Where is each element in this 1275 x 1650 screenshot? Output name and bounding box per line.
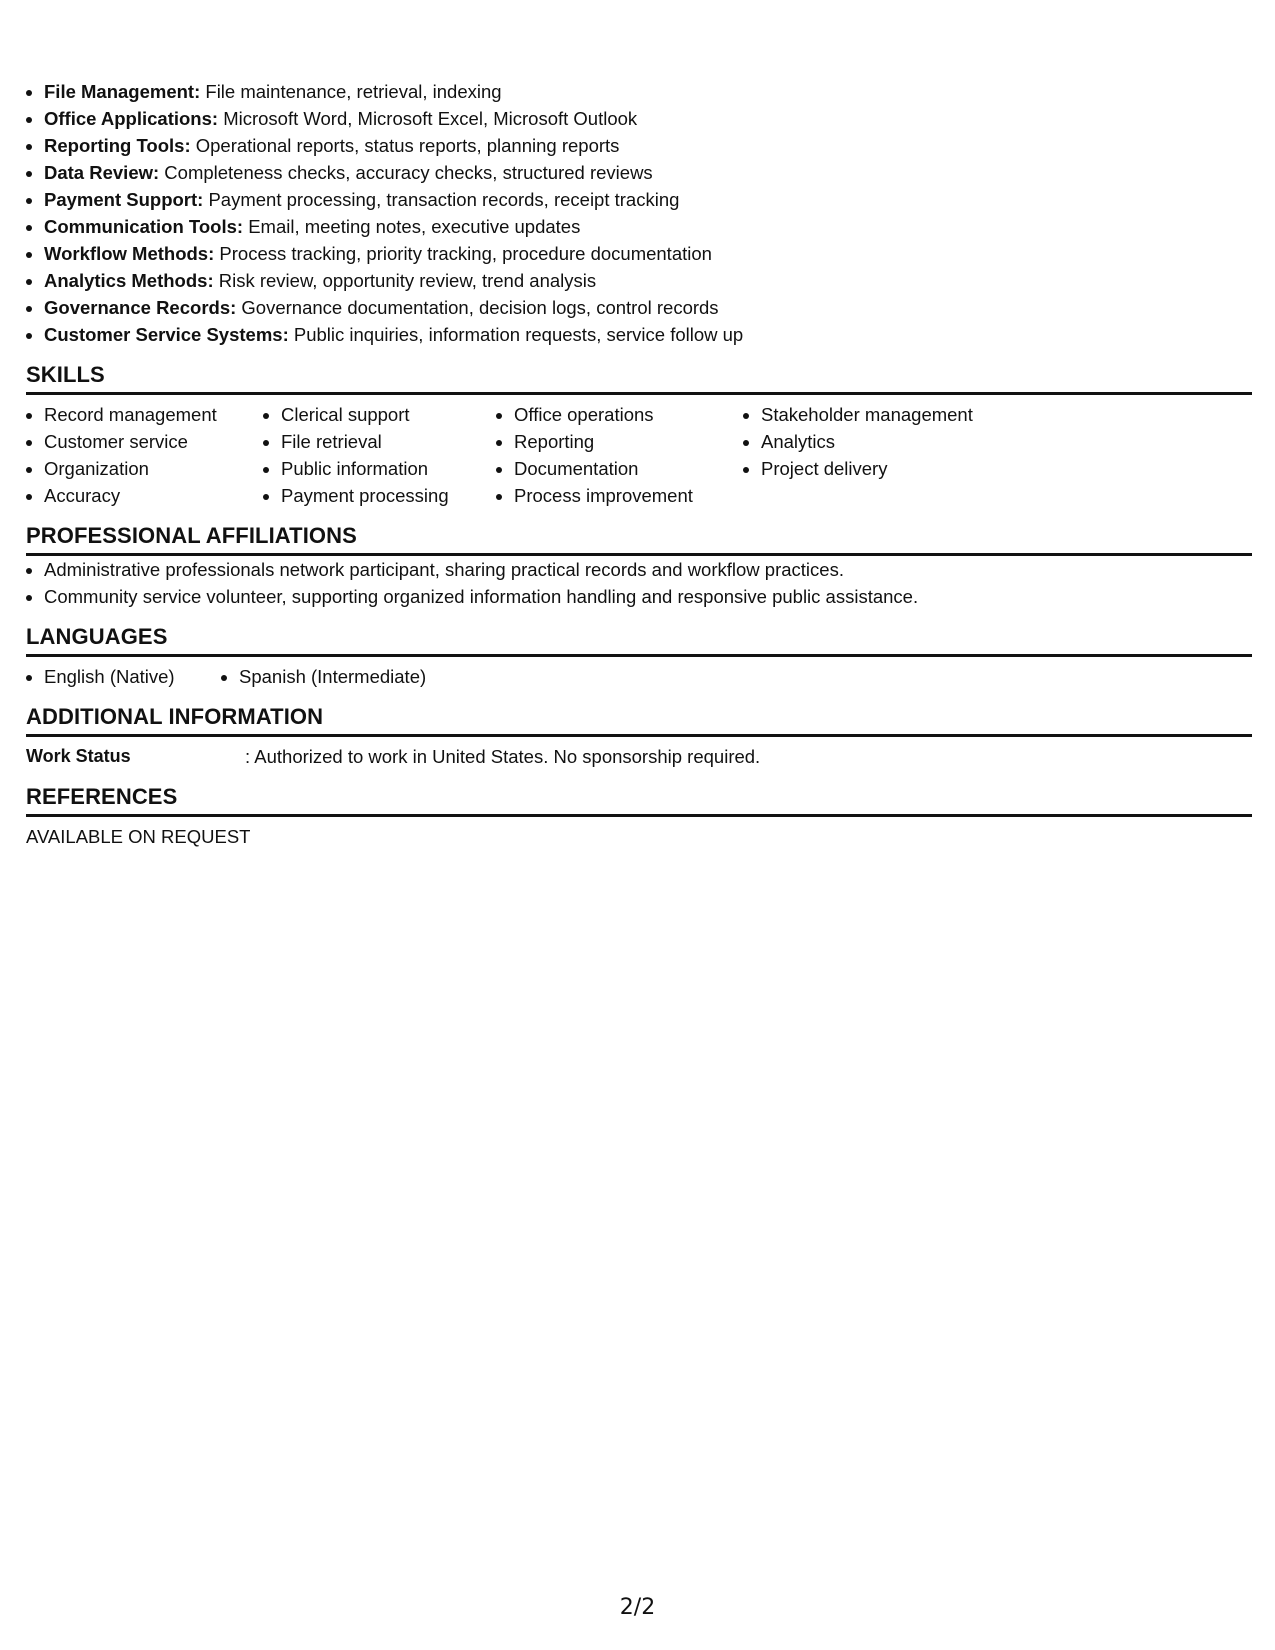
item-label: Analytics Methods: <box>44 270 214 291</box>
item-label: Office Applications: <box>44 108 219 129</box>
skill-item: • Documentation <box>514 455 743 482</box>
languages-row <box>26 663 1252 690</box>
item-text: Public inquiries, information requests, service follow up <box>293 324 744 345</box>
resume-page-2 <box>26 78 1252 850</box>
skill-item: • Office operations <box>514 401 743 428</box>
skills-column <box>263 401 496 509</box>
page-number: 2/2 <box>619 1595 656 1620</box>
list-item <box>44 159 1252 186</box>
skill-item: • Accuracy <box>44 482 263 509</box>
language-column <box>26 663 221 690</box>
work-status-value: : Authorized to work in United States. No sponsorship required. <box>245 746 761 767</box>
list-item <box>44 267 1252 294</box>
item-label: Governance Records: <box>44 297 237 318</box>
list-item <box>44 186 1252 213</box>
item-label: File Management: <box>44 81 201 102</box>
item-label: Communication Tools: <box>44 216 244 237</box>
skills-column <box>496 401 743 509</box>
skills-grid <box>26 401 1252 509</box>
item-text: Risk review, opportunity review, trend analysis <box>218 270 597 291</box>
additional-info-section <box>26 704 1252 770</box>
references-section <box>26 784 1252 850</box>
list-item <box>44 213 1252 240</box>
item-text: Microsoft Word, Microsoft Excel, Microsoft Outlook <box>223 108 638 129</box>
skill-item: • Public information <box>281 455 496 482</box>
section-title: PROFESSIONAL AFFILIATIONS <box>26 523 1252 556</box>
affiliation-item: • Community service volunteer, supporting organized information handling and responsive public assistance. <box>44 583 1252 610</box>
list-item <box>44 132 1252 159</box>
skill-item: • Reporting <box>514 428 743 455</box>
item-label: Payment Support: <box>44 189 204 210</box>
list-item <box>44 78 1252 105</box>
list-item <box>44 321 1252 348</box>
item-text: Process tracking, priority tracking, procedure documentation <box>219 243 712 264</box>
skill-item: • Organization <box>44 455 263 482</box>
item-text: Completeness checks, accuracy checks, structured reviews <box>164 162 653 183</box>
languages-section <box>26 624 1252 690</box>
skill-item: • Project delivery <box>761 455 1021 482</box>
language-item: • English (Native) <box>44 663 221 690</box>
skill-item: • Stakeholder management <box>761 401 1021 428</box>
language-column <box>221 663 426 690</box>
skill-item: • File retrieval <box>281 428 496 455</box>
skill-item: • Clerical support <box>281 401 496 428</box>
item-label: Data Review: <box>44 162 160 183</box>
language-item: • Spanish (Intermediate) <box>239 663 426 690</box>
item-label: Customer Service Systems: <box>44 324 289 345</box>
skill-item: • Record management <box>44 401 263 428</box>
list-item <box>44 294 1252 321</box>
item-text: Operational reports, status reports, planning reports <box>195 135 620 156</box>
work-status-row <box>26 743 1252 770</box>
skill-item: • Analytics <box>761 428 1021 455</box>
item-text: Email, meeting notes, executive updates <box>248 216 581 237</box>
skill-item: • Customer service <box>44 428 263 455</box>
section-title: LANGUAGES <box>26 624 1252 657</box>
item-label: Workflow Methods: <box>44 243 215 264</box>
list-item <box>44 105 1252 132</box>
skills-column <box>26 401 263 509</box>
skill-item: • Process improvement <box>514 482 743 509</box>
references-text: AVAILABLE ON REQUEST <box>26 826 251 847</box>
list-item <box>44 240 1252 267</box>
item-text: Governance documentation, decision logs, control records <box>241 297 719 318</box>
affiliations-section <box>26 523 1252 610</box>
skills-section <box>26 362 1252 509</box>
item-label: Reporting Tools: <box>44 135 191 156</box>
section-title: REFERENCES <box>26 784 1252 817</box>
work-status-label: Work Status <box>26 746 131 766</box>
section-title: SKILLS <box>26 362 1252 395</box>
skill-item: • Payment processing <box>281 482 496 509</box>
section-title: ADDITIONAL INFORMATION <box>26 704 1252 737</box>
item-text: Payment processing, transaction records, receipt tracking <box>208 189 680 210</box>
item-text: File maintenance, retrieval, indexing <box>205 81 502 102</box>
skills-column <box>743 401 1021 509</box>
technical-skills-list <box>26 78 1252 348</box>
affiliations-list <box>26 556 1252 610</box>
affiliation-item: • Administrative professionals network participant, sharing practical records and workflow practices. <box>44 556 1252 583</box>
